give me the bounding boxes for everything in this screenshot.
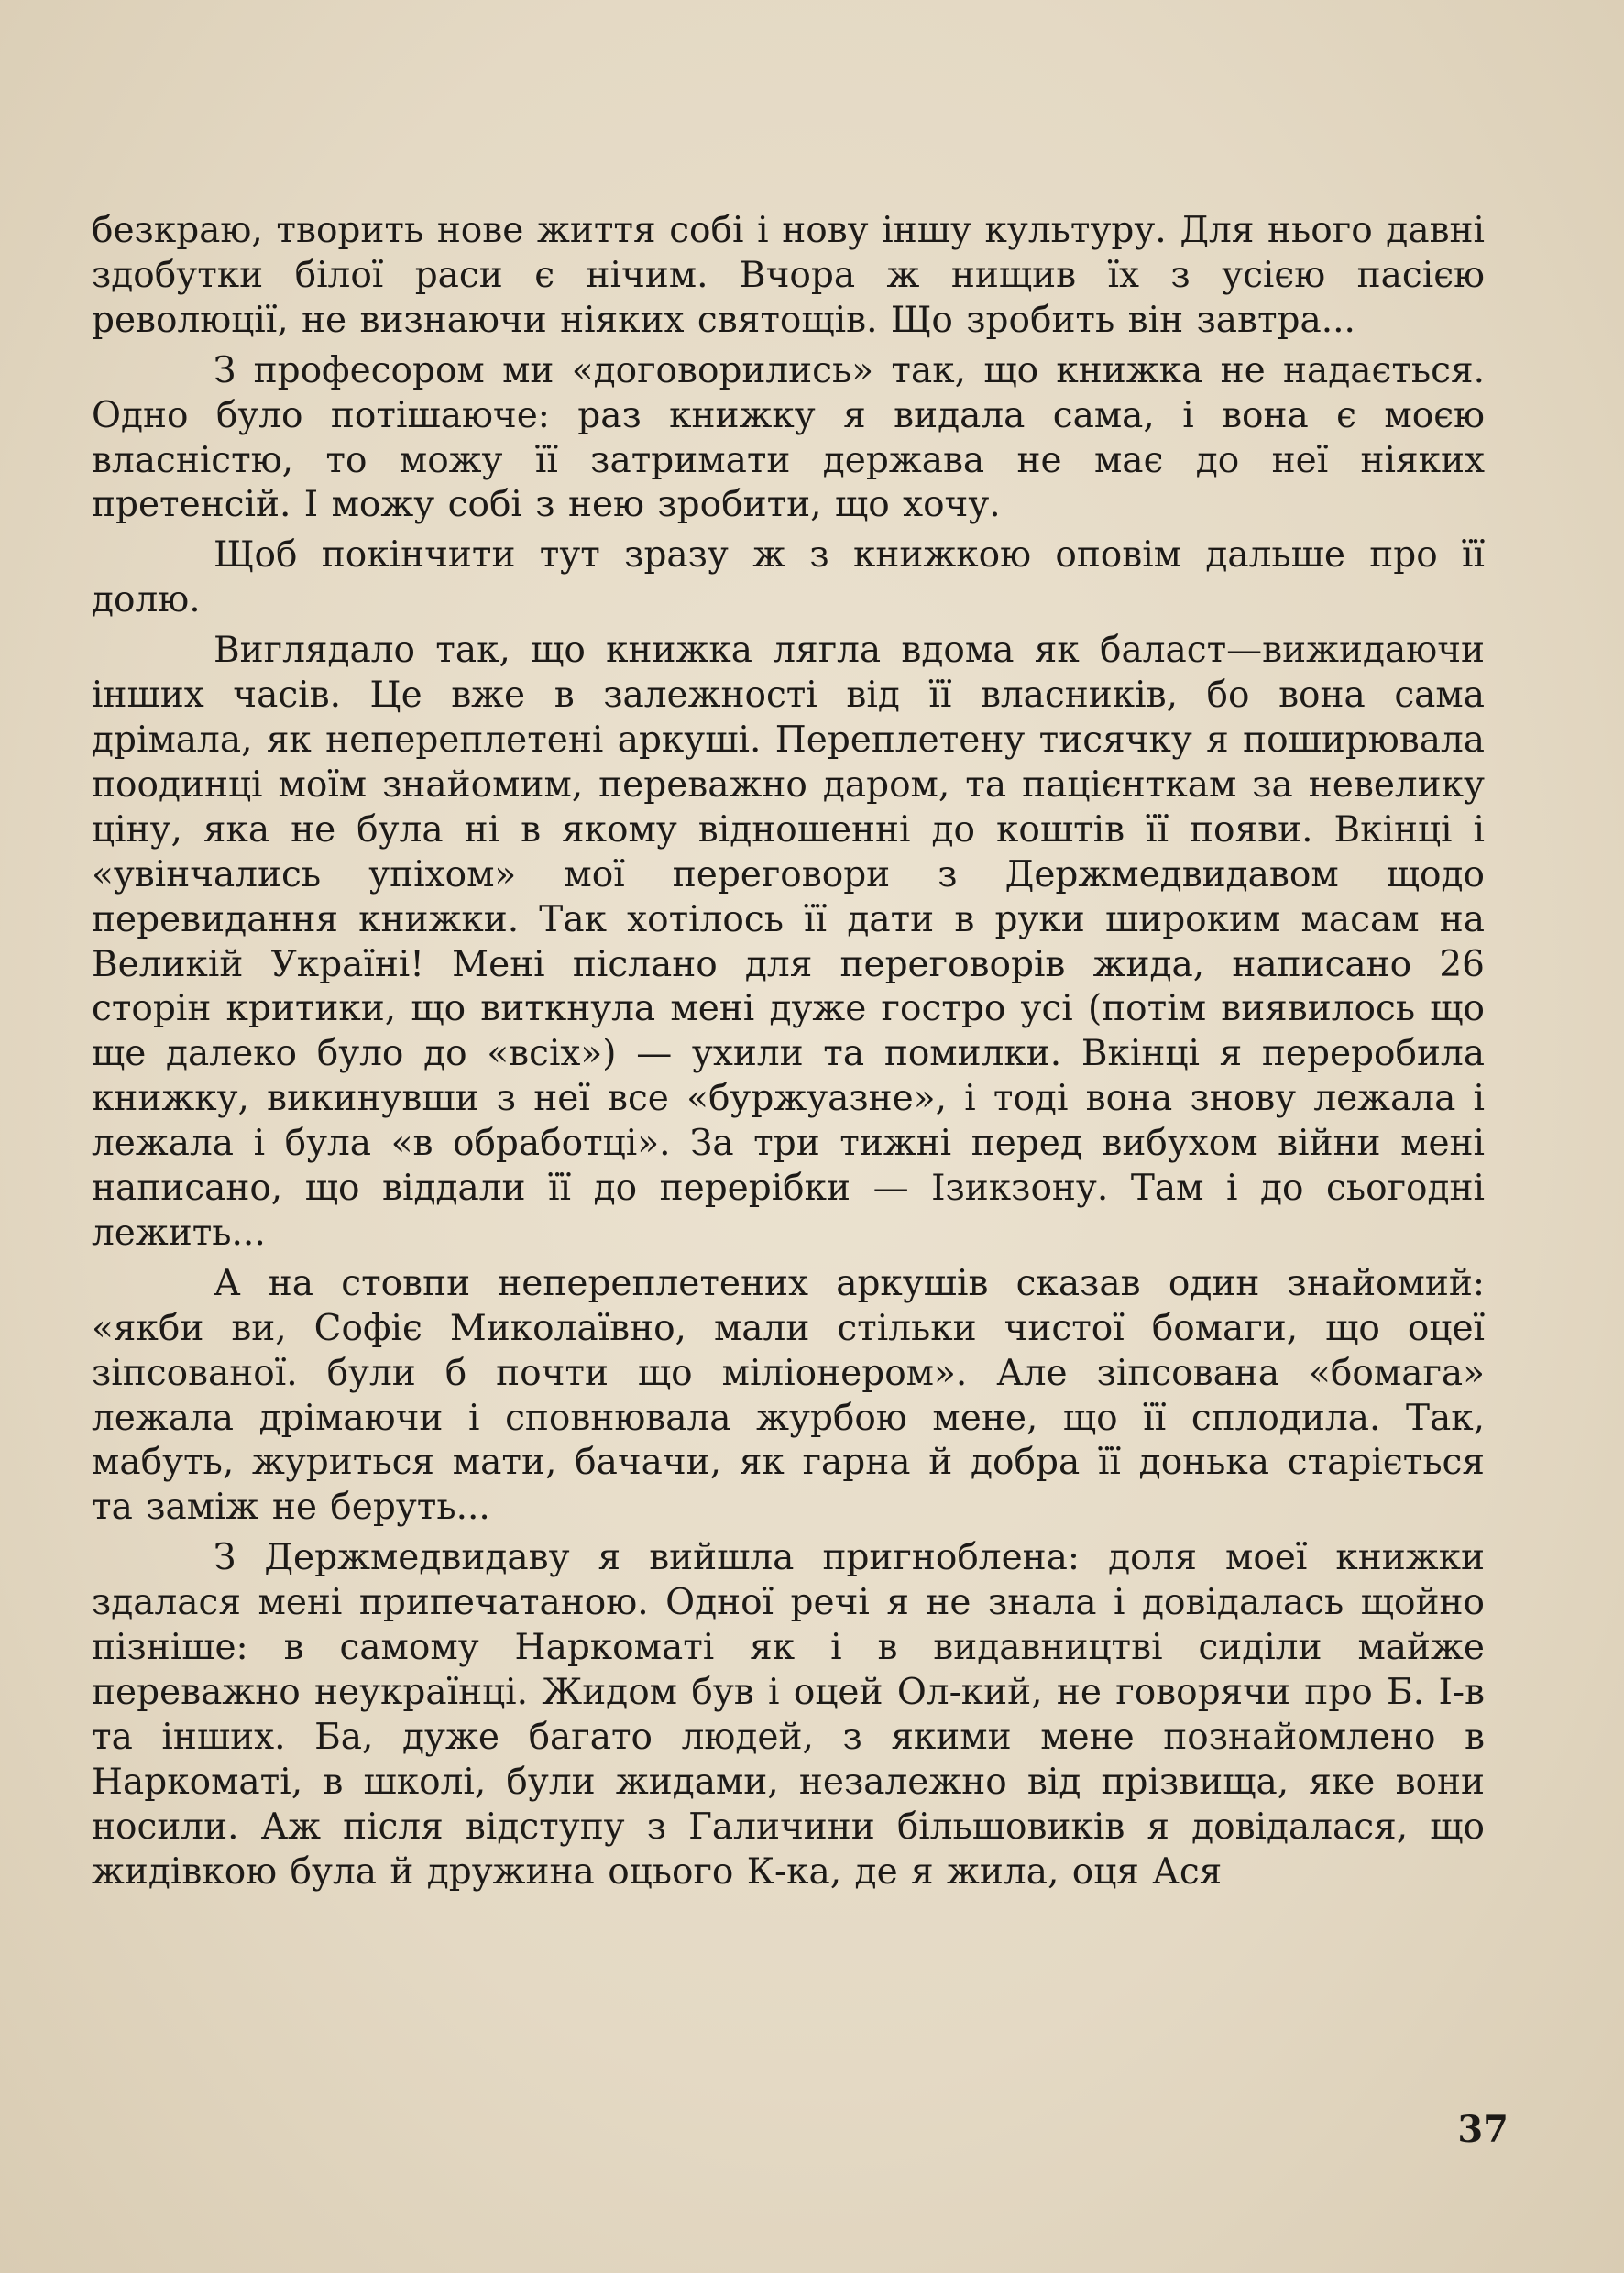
paragraph-2: З професором ми «договорились» так, що книжка не надається. Одно було потішаюче: раз книжку я видала сама, і вона є моєю власністю, то можу її затримати держава не має до неї ніяких претенсій. І можу собі з нею зробити, що хочу.	[92, 349, 1485, 526]
paragraph-6: З Держмедвидаву я вийшла пригноблена: доля моеї книжки здалася мені припечатаною. Одної речі я не знала і довідалась щойно пізніше: в самому Наркоматі як і в видавництві сиділи майже переважно неукраїнці. Жидом був і оцей Ол-кий, не говорячи про Б. І-в та інших. Ба, дуже багато людей, з якими мене познайомлено в Наркоматі, в школі, були жидами, незалежно від прізвища, яке вони носили. Аж після відступу з Галичини більшовиків я довідалася, що жидівкою була й дружина оцього К-ка, де я жила, оця Ася	[92, 1537, 1485, 1893]
paragraph-1: безкраю, творить нове життя собі і нову іншу культуру. Для нього давні здобутки білої раси є нічим. Вчора ж нищив їх з усією пасією революції, не визнаючи ніяких святощів. Що зробить він завтра...	[92, 210, 1485, 341]
paragraph-5: А на стовпи непереплетених аркушів сказав один знайомий: «якби ви, Софіє Миколаївно, мали стільки чистої бомаги, що оцеї зіпсованої. були б почти що міліонером». Але зіпсована «бомага» лежала дрімаючи і сповнювала журбою мене, що її сплодила. Так, мабуть, журиться мати, бачачи, як гарна й добра її донька старіється та заміж не беруть...	[92, 1262, 1485, 1529]
body-text	[92, 209, 1485, 1901]
paragraph-4: Виглядало так, що книжка лягла вдома як баласт—вижидаючи інших часів. Це вже в залежності від її власників, бо вона сама дрімала, як непереплетені аркуші. Переплетену тисячку я поширювала поодинці моїм знайомим, переважно даром, та пацієнткам за невелику ціну, яка не була ні в якому відношенні до коштів її появи. Вкінці і «увінчались упіхом» мої переговори з Держмедвидавом щодо перевидання книжки. Так хотілось її дати в руки широким масам на Великій Україні! Мені післано для переговорів жида, написано 26 сторін критики, що виткнула мені дуже гостро усі (потім виявилось що ще далеко було до «всіх») — ухили та помилки. Вкінці я переробила книжку, викинувши з неї все «буржуазне», і тоді вона знову лежала і лежала і була «в обработці». За три тижні перед вибухом війни мені написано, що віддали її до перерібки — Ізикзону. Там і до сьогодні лежить...	[92, 630, 1485, 1254]
page-number: 37	[1457, 2108, 1509, 2151]
paragraph-3: Щоб покінчити тут зразу ж з книжкою оповім дальше про її долю.	[92, 534, 1485, 621]
